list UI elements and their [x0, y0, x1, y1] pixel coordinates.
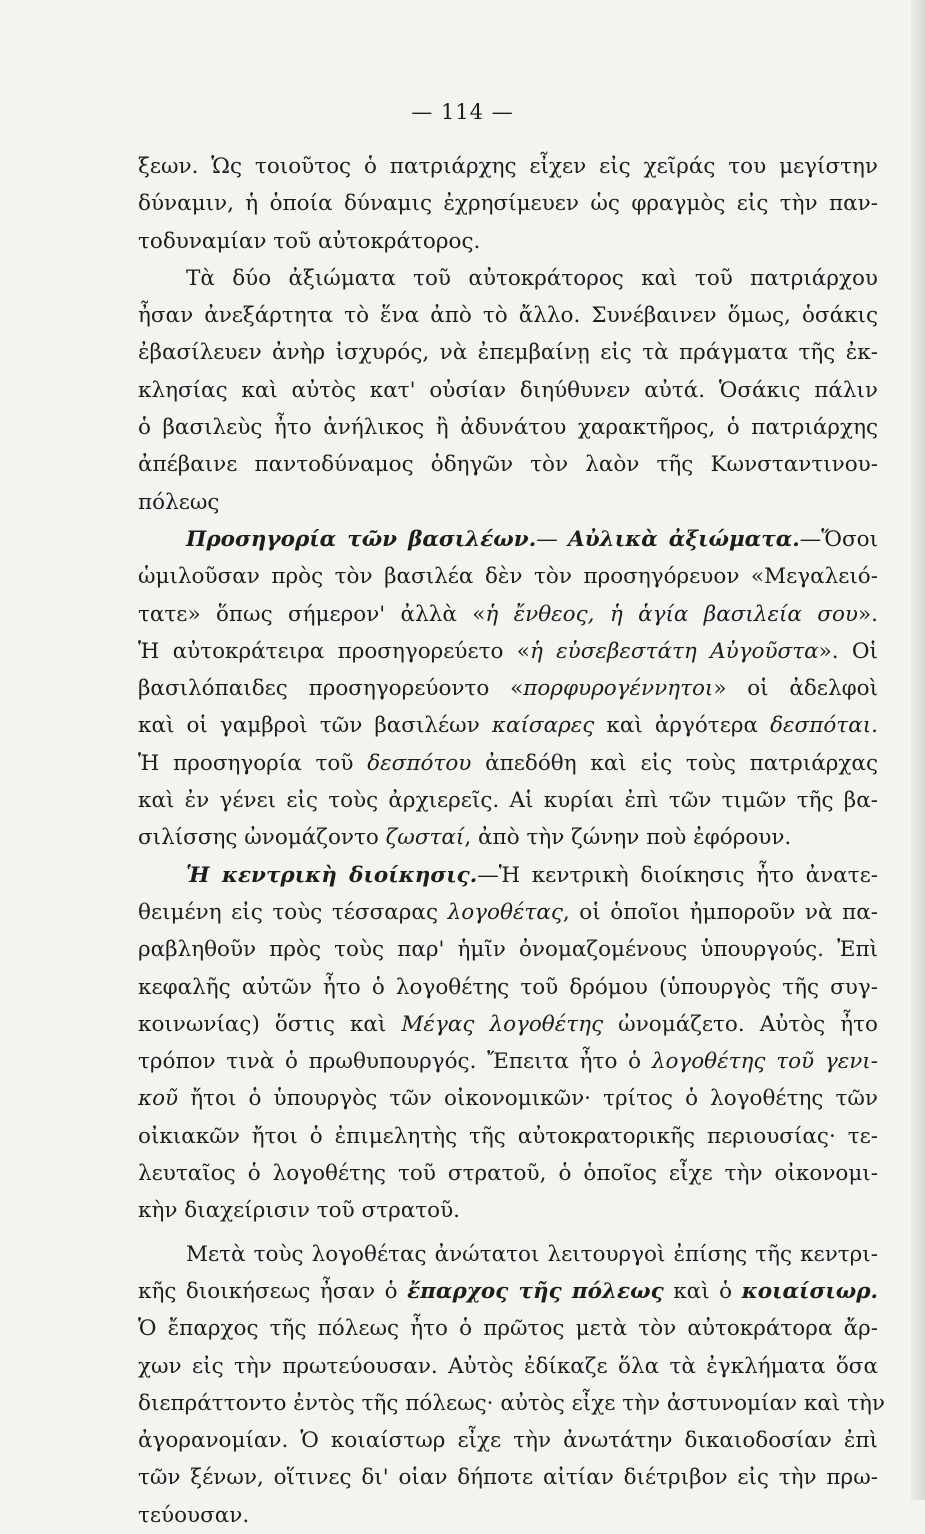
text-line [138, 1348, 878, 1385]
text-segment: τεύουσαν. [138, 1502, 250, 1528]
text-line [138, 446, 878, 483]
text-segment: — [536, 526, 569, 552]
text-line [138, 745, 878, 782]
text-segment: ἀπεδόθη καὶ εἰς τοὺς πατριάρχας [471, 750, 878, 776]
text-segment: ». [858, 601, 878, 627]
italic-term: λογοθέτης τοῦ γενι- [651, 1049, 878, 1075]
text-segment: καὶ ὁ [663, 1278, 742, 1304]
text-segment: κοινωνίας) ὅστις καὶ [138, 1011, 402, 1037]
text-line [138, 857, 878, 894]
text-line [138, 1273, 878, 1310]
text-line [138, 297, 878, 334]
text-segment: σιλίσσης ὠνομάζοντο [138, 825, 386, 851]
text-segment: ὡμιλοῦσαν πρὸς τὸν βασιλέα δὲν τὸν προσηγόρευον «Μεγαλειό- [138, 564, 878, 590]
text-line [138, 260, 878, 297]
text-line [138, 1155, 878, 1192]
section-heading: Αὐλικὰ ἀξιώματα. [568, 526, 800, 552]
text-line [138, 1006, 878, 1043]
text-line [138, 1497, 878, 1534]
text-segment: Ἡ προσηγορία τοῦ [138, 750, 368, 776]
italic-term: λογοθέτας [447, 899, 563, 925]
text-segment: θειμένη εἰς τοὺς τέσσαρας [138, 899, 448, 925]
text-segment: δύναμιν, ἡ ὁποία δύναμις ἐχρησίμευεν ὡς φραγμὸς εἰς τὴν παν- [138, 191, 878, 217]
page-edge-shadow [911, 0, 925, 1500]
text-segment: ἀγορανομίαν. Ὁ κοιαίστωρ εἶχε τὴν ἀνωτάτην δικαιοδοσίαν ἐπὶ [138, 1428, 878, 1454]
italic-term: δεσπότου [367, 750, 472, 776]
text-segment: λευταῖος ὁ λογοθέτης τοῦ στρατοῦ, ὁ ὁποῖος εἶχε τὴν οἰκονομι- [138, 1161, 878, 1187]
text-line [138, 185, 878, 222]
text-segment: , οἱ ὁποῖοι ἠμποροῦν νὰ πα- [562, 899, 878, 925]
text-line [138, 707, 878, 744]
text-segment: ἤτοι ὁ ὑπουργὸς τῶν οἰκονομικῶν· τρίτος ὁ λογοθέτης τῶν [178, 1086, 878, 1112]
text-segment: ». Οἱ [818, 638, 878, 664]
text-segment: τρόπον τινὰ ὁ πρωθυπουργός. Ἔπειτα ἦτο ὁ [138, 1049, 652, 1075]
italic-term: δεσπόται. [770, 713, 878, 739]
text-segment: τῶν ξένων, οἵτινες δι' οἱαν δήποτε αἰτίαν διέτριβον εἰς τὴν πρω- [138, 1465, 878, 1491]
text-line [138, 1422, 878, 1459]
text-line [138, 1236, 878, 1273]
text-line [138, 558, 878, 595]
text-segment: , ἀπὸ τὴν ζώνην ποὺ ἐφόρουν. [464, 825, 792, 851]
text-segment: βασιλόπαιδες προσηγορεύοντο « [138, 676, 524, 702]
text-segment: —Ἡ κεντρικὴ διοίκησις ἦτο ἀνατε- [477, 862, 878, 888]
body-text [138, 148, 885, 1534]
text-line [138, 334, 878, 371]
text-segment: ξεων. Ὡς τοιοῦτος ὁ πατριάρχης εἶχεν εἰς χεῖράς του μεγίστην [138, 154, 878, 179]
italic-term: Μέγας λογοθέτης [401, 1011, 604, 1037]
italic-term: ζωσταί [385, 825, 465, 851]
text-segment: ὁ βασιλεὺς ἦτο ἀνήλικος ἢ ἀδυνάτου χαρακτῆρος, ὁ πατριάρχης [138, 415, 878, 441]
italic-term: κοῦ [138, 1086, 179, 1112]
text-segment: ὠνομάζετο. Αὐτὸς ἦτο [603, 1011, 878, 1037]
text-line [138, 894, 878, 931]
section-heading: Προσηγορία τῶν βασιλέων. [186, 526, 537, 552]
italic-term: ἡ εὐσεβεστάτη Αὐγοῦστα [529, 638, 819, 664]
text-line [138, 1192, 878, 1229]
text-line [138, 1043, 878, 1080]
text-line [138, 969, 878, 1006]
text-segment: Ἡ αὐτοκράτειρα προσηγορεύετο « [138, 638, 530, 664]
text-line [138, 633, 878, 670]
text-segment: Ὁ ἔπαρχος τῆς πόλεως ἦτο ὁ πρῶτος μετὰ τὸν αὐτοκράτορα ἄρ- [138, 1316, 878, 1342]
text-segment: πόλεως [138, 489, 220, 515]
text-line [138, 931, 878, 968]
text-segment: ἀπέβαινε παντοδύναμος ὁδηγῶν τὸν λαὸν τῆς Κωνσταντινου- [138, 452, 878, 478]
text-segment: κεφαλῆς αὐτῶν ἦτο ὁ λογοθέτης τοῦ δρόμου (ὑπουργὸς τῆς συγ- [138, 974, 878, 1000]
text-segment: ἦσαν ἀνεξάρτητα τὸ ἕνα ἀπὸ τὸ ἄλλο. Συνέβαινεν ὅμως, ὁσάκις [138, 303, 878, 329]
text-line [138, 670, 878, 707]
text-line [138, 596, 878, 633]
text-segment: οἰκιακῶν ἤτοι ὁ ἐπιμελητὴς τῆς αὐτοκρατορικῆς περιουσίας· τε- [138, 1123, 878, 1149]
text-line [138, 1459, 878, 1496]
text-line [138, 1385, 885, 1422]
text-segment: κῆς διοικήσεως ἦσαν ὁ [138, 1278, 408, 1304]
text-segment: τατε» ὅπως σήμερον' ἀλλὰ « [138, 601, 486, 627]
page-number: — 114 — [411, 100, 514, 124]
text-line [138, 148, 878, 185]
text-line [138, 782, 878, 819]
text-segment: —Ὅσοι [799, 526, 879, 552]
text-segment: ραβληθοῦν πρὸς τοὺς παρ' ἡμῖν ὀνομαζομένους ὑπουργούς. Ἐπὶ [138, 937, 878, 963]
text-line [138, 1080, 878, 1117]
text-segment: καὶ ἀργότερα [594, 713, 771, 739]
text-segment: » οἱ ἀδελφοὶ [713, 676, 879, 702]
text-line [138, 409, 878, 446]
italic-term: ἡ ἔνθεος, ἡ ἁγία βασιλεία σου [485, 601, 858, 627]
text-segment: καὶ οἱ γαμβροὶ τῶν βασιλέων [138, 713, 492, 739]
text-line [138, 484, 878, 521]
text-segment: Τὰ δύο ἀξιώματα τοῦ αὐτοκράτορος καὶ τοῦ πατριάρχου [186, 265, 878, 291]
text-line [138, 819, 878, 856]
italic-term: πορφυρογέννητοι [523, 676, 714, 702]
text-line [138, 372, 878, 409]
section-heading: ἔπαρχος τῆς πόλεως [407, 1278, 664, 1304]
text-line [138, 1118, 878, 1155]
italic-term: καίσαρες [491, 713, 595, 739]
text-segment: χων εἰς τὴν πρωτεύουσαν. Αὐτὸς ἐδίκαζε ὅλα τὰ ἐγκλήματα ὅσα [138, 1353, 878, 1379]
section-heading: Ἡ κεντρικὴ διοίκησις. [186, 862, 478, 888]
text-line [138, 521, 878, 558]
section-heading: κοιαίσιωρ. [741, 1278, 878, 1304]
text-line [138, 1310, 878, 1347]
text-line [138, 223, 878, 260]
text-segment: ἐβασίλευεν ἀνὴρ ἰσχυρός, νὰ ἐπεμβαίνῃ εἰς τὰ πράγματα τῆς ἐκ- [138, 340, 878, 366]
text-segment: κὴν διαχείρισιν τοῦ στρατοῦ. [138, 1198, 461, 1224]
text-segment: Μετὰ τοὺς λογοθέτας ἀνώτατοι λειτουργοὶ ἐπίσης τῆς κεντρι- [186, 1241, 878, 1267]
text-segment: κλησίας καὶ αὐτὸς κατ' οὐσίαν διηύθυνεν αὐτά. Ὁσάκις πάλιν [138, 377, 878, 403]
text-segment: καὶ ἐν γένει εἰς τοὺς ἀρχιερεῖς. Αἱ κυρίαι ἐπὶ τῶν τιμῶν τῆς βα- [138, 788, 878, 814]
text-segment: τοδυναμίαν τοῦ αὐτοκράτορος. [138, 228, 481, 254]
text-segment: διεπράττοντο ἐντὸς τῆς πόλεως· αὐτὸς εἶχε τὴν ἀστυνομίαν καὶ τὴν [138, 1390, 885, 1416]
